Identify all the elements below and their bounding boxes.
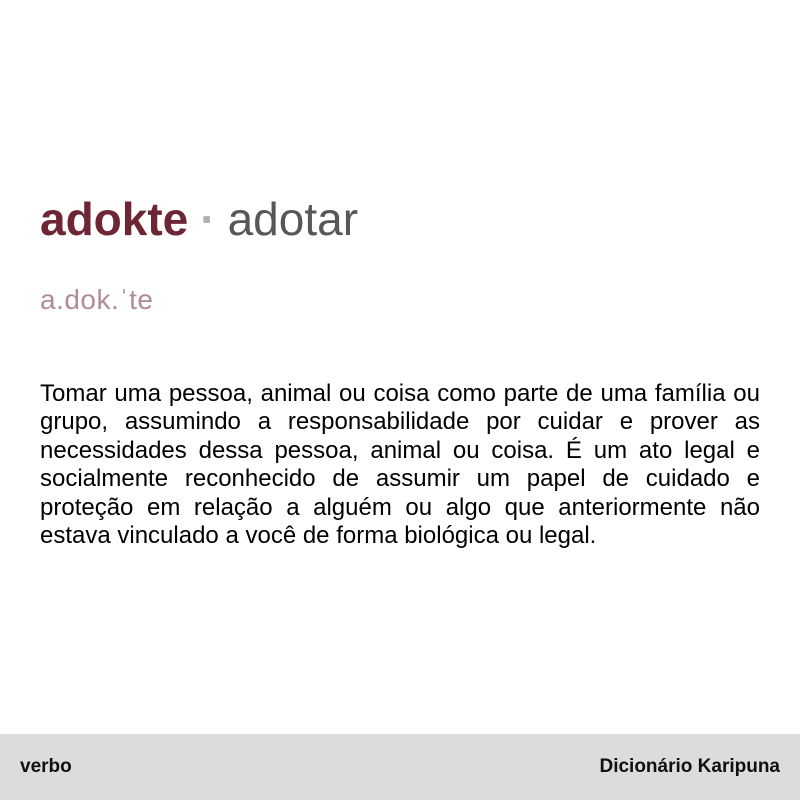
- source-label: Dicionário Karipuna: [599, 756, 780, 777]
- separator-dot: ·: [200, 193, 216, 245]
- definition-text: Tomar uma pessoa, animal ou coisa como parte de uma família ou grupo, assumindo a responsabilidade por cuidar e prover as necessidades dessa pessoa, animal ou coisa. É um ato legal e socialmente reconhecido de assumir um papel de cuidado e proteção em relação a alguém ou algo que anteriormente não estava vinculado a você de forma biológica ou legal.: [40, 380, 760, 550]
- pronunciation: a.dok.ˈte: [40, 284, 154, 315]
- part-of-speech-label: verbo: [20, 756, 72, 777]
- entry-title: [40, 194, 358, 245]
- headword: adokte: [40, 193, 189, 245]
- footer-bar: [0, 734, 800, 800]
- translation: adotar: [227, 193, 359, 245]
